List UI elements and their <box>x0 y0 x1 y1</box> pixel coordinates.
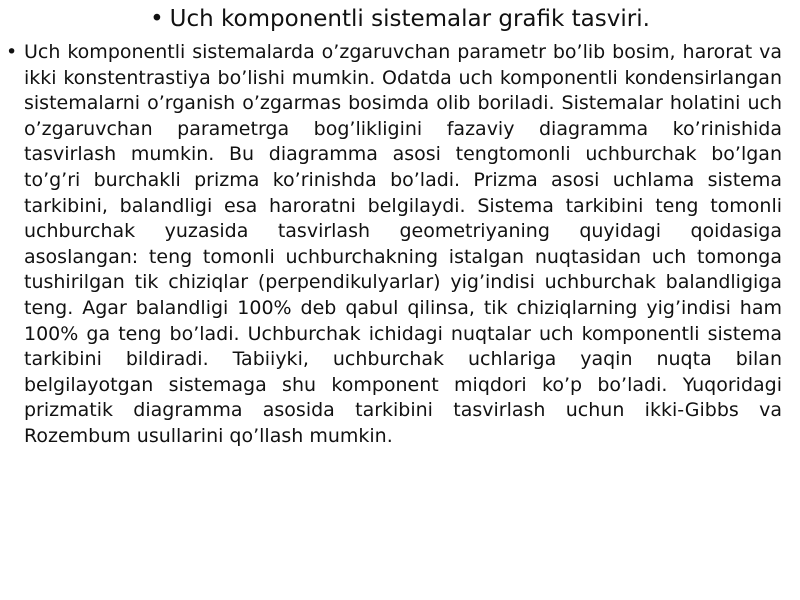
title-bullet: • <box>150 6 164 32</box>
body-bullet-item <box>6 40 782 450</box>
body-paragraph: Uch komponentli sistemalarda o’zgaruvchan parametr bo’lib bosim, harorat va ikki konstentrastiya bo’lishi mumkin. Odatda uch komponentli kondensirlangan sistemalarni o’rganish o’zgarmas bosimda olib boriladi. Sistemalar holatini uch o’zgaruvchan parametrga bog’likligini fazaviy diagramma ko’rinishida tasvirlash mumkin. Bu diagramma asosi tengtomonli uchburchak bo’lgan to’g’ri burchakli prizma ko’rinishda bo’ladi. Prizma asosi uchlama sistema tarkibini, balandligi esa haroratni belgilaydi. Sistema tarkibini teng tomonli uchburchak yuzasida tasvirlash geometriyaning quyidagi qoidasiga asoslangan: teng tomonli uchburchakning istalgan nuqtasidan uch tomonga tushirilgan tik chiziqlar (perpendikulyarlar) yig’indisi uchburchak balandligiga teng. Agar balandligi 100% deb qabul qilinsa, tik chiziqlarning yig’indisi ham 100% ga teng bo’ladi. Uchburchak ichidagi nuqtalar uch komponentli sistema tarkibini bildiradi. Tabiiyki, uchburchak uchlariga yaqin nuqta bilan belgilayotgan sistemaga shu komponent miqdori ko’p bo’ladi. Yuqoridagi prizmatik diagramma asosida tarkibini tasvirlash uchun ikki-Gibbs va Rozembum usullarini qo’llash mumkin. <box>24 41 782 447</box>
title-text: Uch komponentli sistemalar grafik tasviri. <box>169 6 650 32</box>
slide-title <box>0 4 800 34</box>
body-bullet: • <box>6 41 18 63</box>
